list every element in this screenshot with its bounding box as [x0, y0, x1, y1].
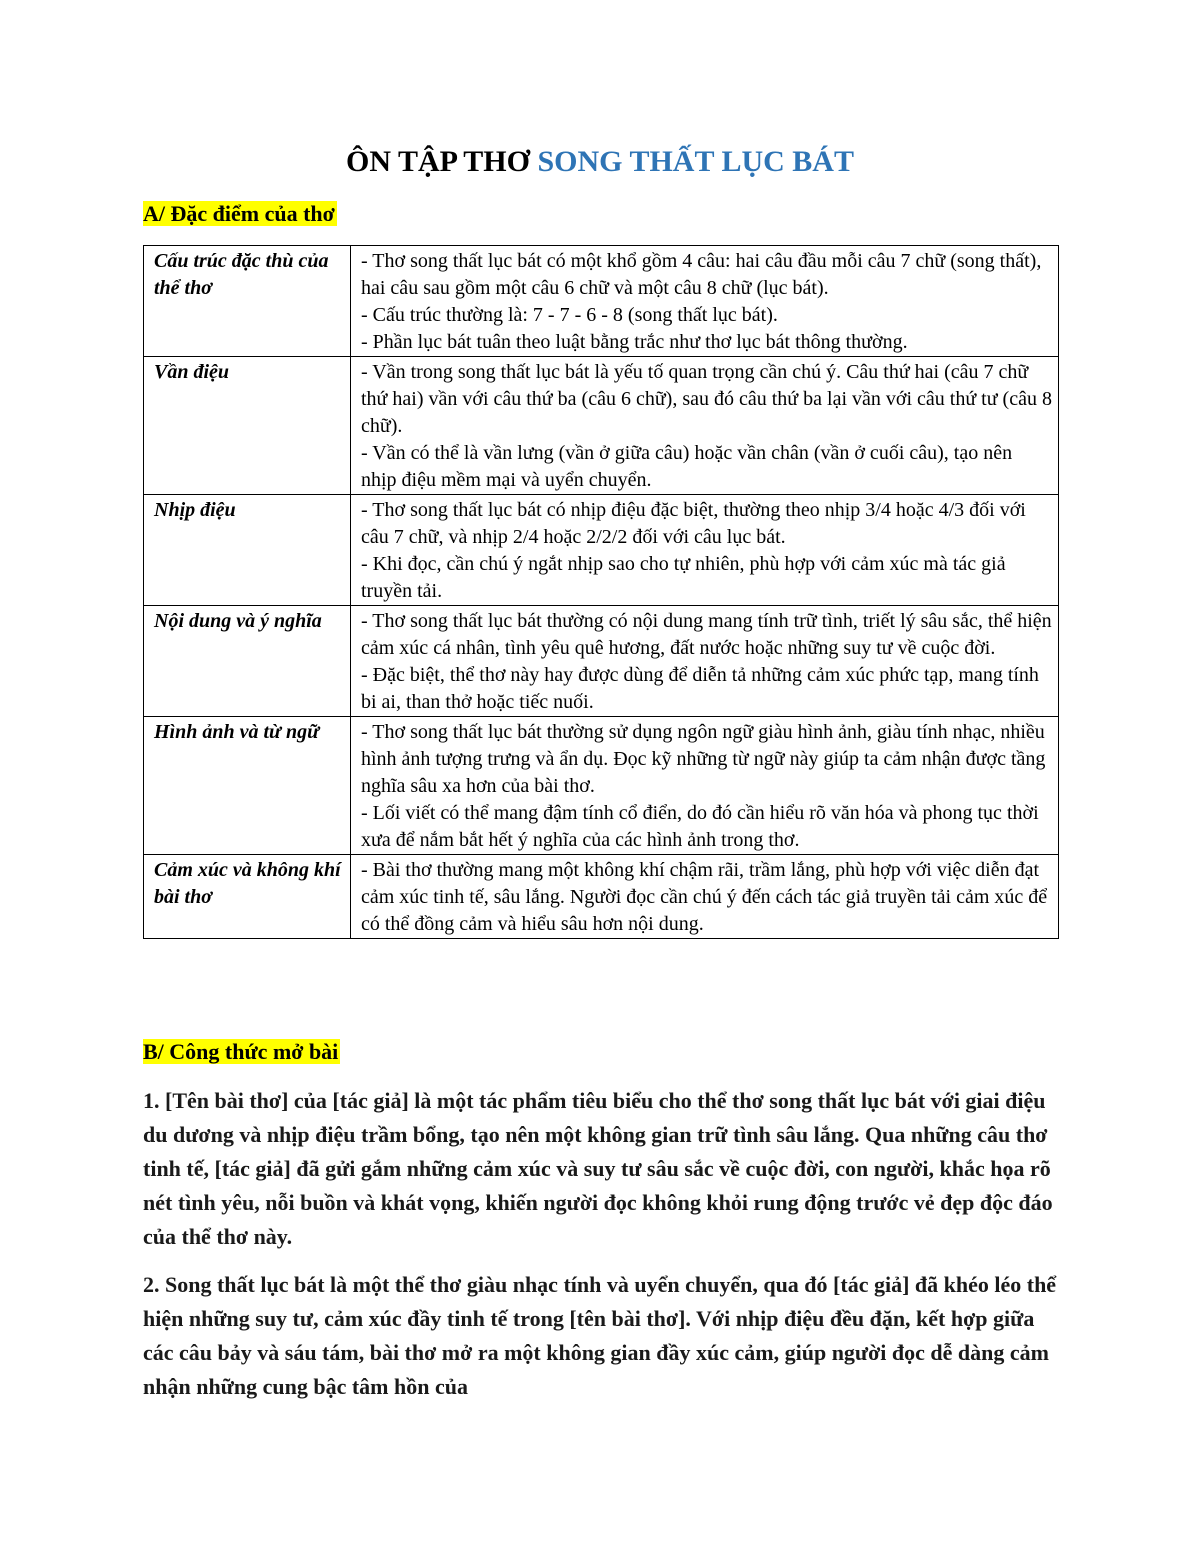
description-line: - Thơ song thất lục bát có nhịp điệu đặc biệt, thường theo nhịp 3/4 hoặc 4/3 đối với câu 7 chữ, và nhịp 2/4 hoặc 2/2/2 đối với câu lục bát.: [361, 499, 1026, 548]
row-description: [351, 495, 1059, 606]
opening-paragraph-1: 1. [Tên bài thơ] của [tác giả] là một tác phẩm tiêu biểu cho thể thơ song thất lục bát với giai điệu du dương và nhịp điệu trầm bổng, tạo nên một không gian trữ tình sâu lắng. Qua những câu thơ tinh tế, [tác giả] đã gửi gắm những cảm xúc và suy tư sâu sắc về cuộc đời, con người, khắc họa rõ nét tình yêu, nỗi buồn và khát vọng, khiến người đọc không khỏi rung động trước vẻ đẹp độc đáo của thể thơ này.: [143, 1088, 1053, 1249]
table-row: [144, 246, 1059, 357]
row-description: [351, 717, 1059, 855]
description-line: - Vần có thể là vần lưng (vần ở giữa câu) hoặc vần chân (vần ở cuối câu), tạo nên nhịp điệu mềm mại và uyển chuyển.: [361, 442, 1013, 491]
section-a-heading: A/ Đặc điểm của thơ: [143, 201, 335, 226]
row-description: [351, 246, 1059, 357]
row-description: [351, 855, 1059, 939]
description-line: - Lối viết có thể mang đậm tính cổ điển, do đó cần hiểu rõ văn hóa và phong tục thời xưa để nắm bắt hết ý nghĩa của các hình ảnh trong thơ.: [361, 802, 1039, 851]
table-row: [144, 606, 1059, 717]
table-row: [144, 855, 1059, 939]
description-line: - Cấu trúc thường là: 7 - 7 - 6 - 8 (song thất lục bát).: [361, 304, 778, 326]
row-label: Cấu trúc đặc thù của thể thơ: [144, 246, 351, 357]
description-line: - Thơ song thất lục bát có một khổ gồm 4 câu: hai câu đầu mỗi câu 7 chữ (song thất), hai câu sau gồm một câu 6 chữ và một câu 8 chữ (lục bát).: [361, 250, 1042, 299]
description-line: - Thơ song thất lục bát thường sử dụng ngôn ngữ giàu hình ảnh, giàu tính nhạc, nhiều hình ảnh tượng trưng và ẩn dụ. Đọc kỹ những từ ngữ này giúp ta cảm nhận được tầng nghĩa sâu xa hơn của bài thơ.: [361, 721, 1046, 797]
row-description: [351, 606, 1059, 717]
row-label: Vần điệu: [144, 357, 351, 495]
row-label: Cảm xúc và không khí bài thơ: [144, 855, 351, 939]
opening-paragraph-2: 2. Song thất lục bát là một thể thơ giàu nhạc tính và uyển chuyển, qua đó [tác giả] đã khéo léo thể hiện những suy tư, cảm xúc đầy tinh tế trong [tên bài thơ]. Với nhịp điệu đều đặn, kết hợp giữa các câu bảy và sáu tám, bài thơ mở ra một không gian đầy xúc cảm, giúp người đọc dễ dàng cảm nhận những cung bậc tâm hồn của: [143, 1272, 1057, 1399]
description-line: - Đặc biệt, thể thơ này hay được dùng để diễn tả những cảm xúc phức tạp, mang tính bi ai, than thở hoặc tiếc nuối.: [361, 664, 1039, 713]
description-line: - Phần lục bát tuân theo luật bằng trắc như thơ lục bát thông thường.: [361, 331, 908, 353]
features-table: [143, 245, 1059, 939]
row-description: [351, 357, 1059, 495]
row-label: Hình ảnh và từ ngữ: [144, 717, 351, 855]
table-row: [144, 357, 1059, 495]
title-main: ÔN TẬP THƠ: [346, 145, 530, 178]
row-label: Nội dung và ý nghĩa: [144, 606, 351, 717]
row-label: Nhịp điệu: [144, 495, 351, 606]
description-line: - Vần trong song thất lục bát là yếu tố quan trọng cần chú ý. Câu thứ hai (câu 7 chữ thứ hai) vần với câu thứ ba (câu 6 chữ), sau đó câu thứ ba lại vần với câu thứ tư (câu 8 chữ).: [361, 361, 1052, 437]
table-row: [144, 717, 1059, 855]
description-line: - Thơ song thất lục bát thường có nội dung mang tính trữ tình, triết lý sâu sắc, thể hiện cảm xúc cá nhân, tình yêu quê hương, đất nước hoặc những suy tư về cuộc đời.: [361, 610, 1052, 659]
description-line: - Khi đọc, cần chú ý ngắt nhịp sao cho tự nhiên, phù hợp với cảm xúc mà tác giả truyền tải.: [361, 553, 1006, 602]
description-line: - Bài thơ thường mang một không khí chậm rãi, trầm lắng, phù hợp với việc diễn đạt cảm xúc tinh tế, sâu lắng. Người đọc cần chú ý đến cách tác giả truyền tải cảm xúc để có thể đồng cảm và hiểu sâu hơn nội dung.: [361, 859, 1048, 935]
table-row: [144, 495, 1059, 606]
title-accent: SONG THẤT LỤC BÁT: [537, 145, 854, 178]
section-b-heading: B/ Công thức mở bài: [143, 1039, 339, 1064]
page-title: [0, 142, 1200, 182]
